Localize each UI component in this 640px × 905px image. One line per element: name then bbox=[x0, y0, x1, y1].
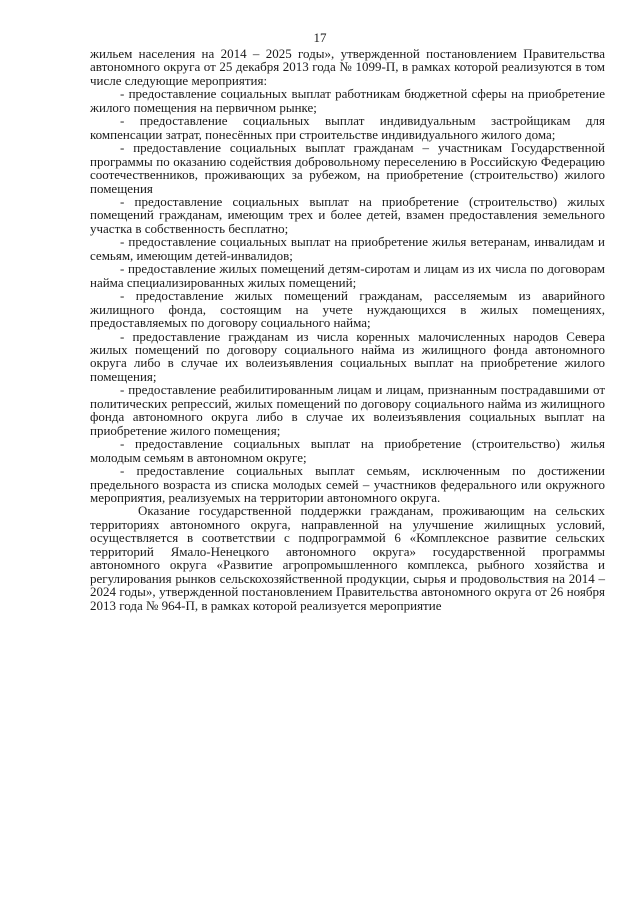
list-item-indigenous-peoples: - предоставление гражданам из числа коренных малочисленных народов Севера жилых помещений по договору социального найма из жилищного фонда автономного округа либо в случае их волеизъявления социальных выплат на приобретение жилого помещения; bbox=[90, 328, 605, 384]
list-item-rehabilitated: - предоставление реабилитированным лицам и лицам, признанным пострадавшими от политических репрессий, жилых помещений по договору социального найма из жилищного фонда автономного округа либо в случае их волеизъявления социальных выплат на приобретение жилого помещения; bbox=[90, 382, 605, 438]
list-item-excluded-families: - предоставление социальных выплат семьям, исключенным по достижении предельного возраста из списка молодых семей – участников федерального или окружного мероприятия, реализуемых на территории автономного округа. bbox=[90, 463, 605, 505]
list-item-young-families: - предоставление социальных выплат на приобретение (строительство) жилья молодым семьям в автономном округе; bbox=[90, 436, 605, 465]
paragraph-rural-support: Оказание государственной поддержки гражданам, проживающим на сельских территориях автономного округа, направленной на улучшение жилищных условий, осуществляется в соответствии с подпрограммой 6 «Комплексное развитие сельских территорий Ямало-Ненецкого автономного округа» государственной программы автономного округа «Развитие агропромышленного комплекса, рыбного хозяйства и регулирования рынков сельскохозяйственной продукции, сырья и продовольствия на 2014 – 2024 годы», утвержденной постановлением Правительства автономного округа от 26 ноября 2013 года № 964-П, в рамках которой реализуется мероприятие bbox=[90, 503, 605, 613]
document-body bbox=[90, 47, 605, 612]
list-item-budget-workers: - предоставление социальных выплат работникам бюджетной сферы на приобретение жилого помещения на первичном рынке; bbox=[90, 86, 605, 115]
paragraph-continuation: жильем населения на 2014 – 2025 годы», утвержденной постановлением Правительства автономного округа от 25 декабря 2013 года № 1099-П, в рамках которой реализуются в том числе следующие мероприятия: bbox=[90, 46, 605, 88]
list-item-compatriots: - предоставление социальных выплат гражданам – участникам Государственной программы по оказанию содействия добровольному переселению в Российскую Федерацию соотечественников, проживающих за рубежом, на приобретение (строительство) жилого помещения bbox=[90, 140, 605, 196]
list-item-emergency-housing: - предоставление жилых помещений гражданам, расселяемым из аварийного жилищного фонда, состоящим на учете нуждающихся в жилых помещениях, предоставляемых по договору социального найма; bbox=[90, 288, 605, 331]
list-item-veterans: - предоставление социальных выплат на приобретение жилья ветеранам, инвалидам и семьям, имеющим детей-инвалидов; bbox=[90, 234, 605, 263]
list-item-large-families: - предоставление социальных выплат на приобретение (строительство) жилых помещений гражданам, имеющим трех и более детей, взамен предоставления земельного участка в собственность бесплатно; bbox=[90, 193, 605, 236]
page-number: 17 bbox=[313, 30, 327, 45]
list-item-orphans: - предоставление жилых помещений детям-сиротам и лицам из их числа по договорам найма специализированных жилых помещений; bbox=[90, 261, 605, 290]
list-item-individual-builders: - предоставление социальных выплат индивидуальным застройщикам для компенсации затрат, понесённых при строительстве индивидуального жилого дома; bbox=[90, 113, 605, 142]
